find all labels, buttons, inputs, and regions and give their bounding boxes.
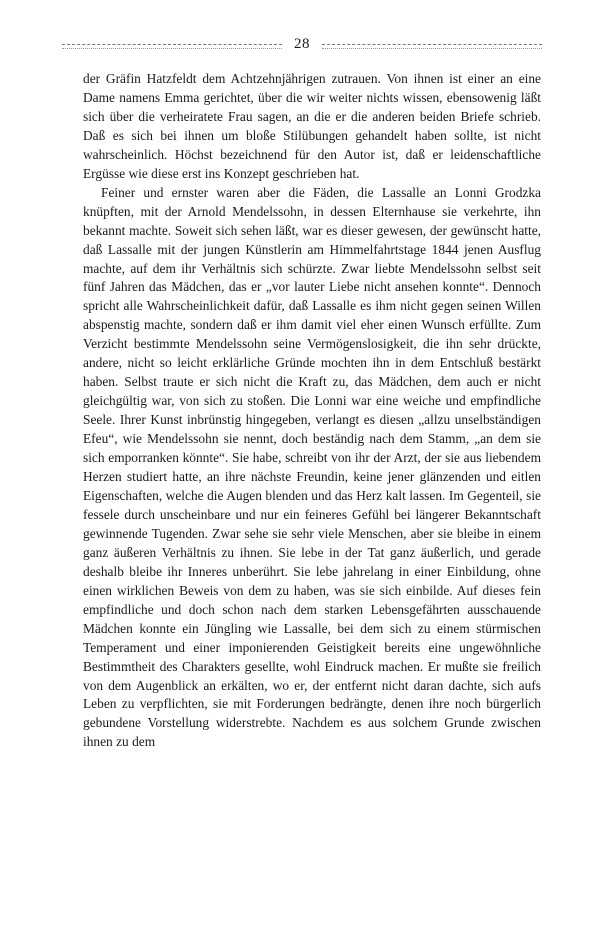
running-head bbox=[62, 34, 542, 54]
body-text bbox=[83, 70, 541, 752]
paragraph-1: der Gräfin Hatzfeldt dem Achtzehnjährigen zutrauen. Von ihnen ist einer an eine Dame namens Emma gerichtet, über die wir weiter nichts wissen, ebensowenig läßt sich über die verheiratete Frau sagen, an die er die anderen beiden Briefe schrieb. Daß es sich bei ihnen um bloße Stilübungen gehandelt haben sollte, ist nicht wahrscheinlich. Höchst bezeichnend für den Autor ist, daß er leidenschaftliche Ergüsse wie diese erst ins Konzept geschrieben hat. bbox=[83, 71, 541, 181]
page-number: 28 bbox=[294, 35, 310, 52]
header-rule-right bbox=[322, 44, 542, 45]
header-rule-left bbox=[62, 44, 282, 45]
paragraph-2: Feiner und ernster waren aber die Fäden, die Lassalle an Lonni Grodzka knüpften, mit der Arnold Mendelssohn, in dessen Elternhause sie verkehrte, ihn bekannt machte. Soweit sich sehen läßt, war es dieser gewesen, der gewünscht hatte, daß Lassalle mit der jungen Künstlerin am Himmelfahrtstage 1844 jenen Ausflug machte, auf dem ihr Verhältnis sich schürzte. Zwar liebte Mendelssohn selbst seit fünf Jahren das Mädchen, das er „vor lauter Liebe nicht ansehen konnte“. Dennoch spricht alle Wahrscheinlichkeit dafür, daß Lassalle es ihm nicht gegen seinen Willen abspenstig machte, sondern daß er ihm damit viel eher einen Wunsch erfüllte. Zum Verzicht bestimmte Mendelssohn seine Vermögenslosigkeit, die ihn sehr drückte, andere, nicht so leicht erklärliche Gründe mochten ihn in dem Entschluß bestärkt haben. Selbst traute er sich nicht die Kraft zu, das Mädchen, dem auch er nicht gleichgültig war, von sich zu stoßen. Die Lonni war eine weiche und empfindliche Seele. Ihrer Kunst inbrünstig hingegeben, verlangt es diesen „allzu unselbständigen Efeu“, wie Mendelssohn sie nennt, doch beständig nach dem Stamm, „an dem sie sich emporranken könnte“. Sie habe, schreibt von ihr der Arzt, der sie aus liebendem Herzen studiert hatte, an ihre nächste Freundin, keine jener glänzenden und eitlen Eigenschaften, welche die Augen blenden und das Herz kalt lassen. Im Gegenteil, sie fessele durch unscheinbare und nur ein feineres Gefühl bei längerer Bekanntschaft gewinnende Tugenden. Zwar sehe sie sehr viele Menschen, aber sie bleibe in einem ganz äußeren Verhältnis zu ihnen. Sie lebe in der Tat ganz äußerlich, und gerade deshalb bleibe ihr Inneres unberührt. Sie lebe jahrelang in einer Einbildung, ohne einen wirklichen Beweis von dem zu haben, was sie sich einbilde. Auf dieses fein empfindliche und doch schon nach dem starken Lebensgefährten ausschauende Mädchen konnte ein Jüngling wie Lassalle, bei dem sich zu einem stürmischen Temperament und einer imponierenden Geistigkeit bereits eine ungewöhnliche Bestimmtheit des Charakters gesellte, wohl Eindruck machen. Er mußte sie freilich von dem Augenblick an erkälten, wo er, der entfernt nicht daran dachte, sich aufs Leben zu verpflichten, sie mit Forderungen bedrängte, denen ihre noch bürgerlich gebundene Vorstellung widerstrebte. Nachdem es aus solchem Grunde zwischen ihnen zu dem bbox=[83, 184, 541, 750]
